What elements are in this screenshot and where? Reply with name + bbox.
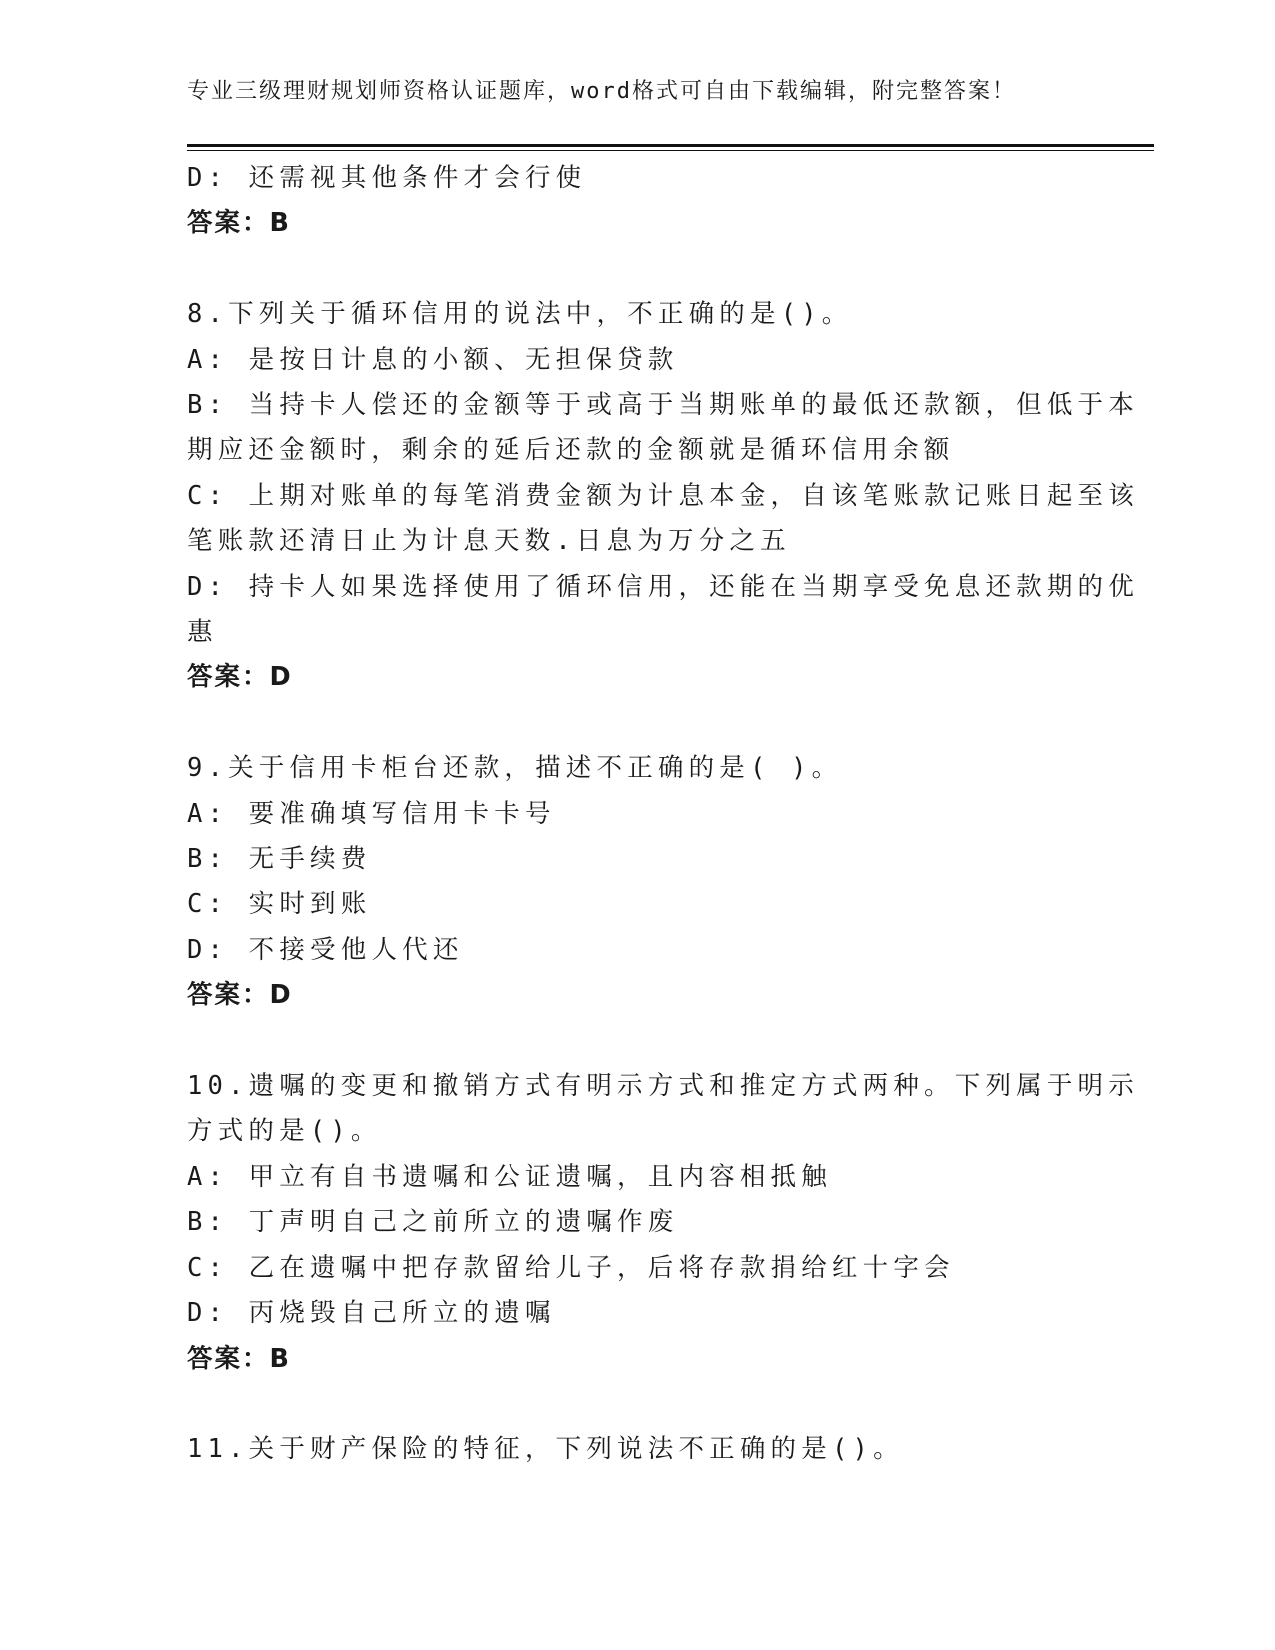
q10-question-line2: 方式的是()。 xyxy=(187,1116,382,1147)
q9-option-d: D: 不接受他人代还 xyxy=(187,934,464,965)
q10-answer: 答案：B xyxy=(187,1343,291,1374)
spacer xyxy=(187,1019,1087,1064)
q8-option-b-line2: 期应还金额时，剩余的延后还款的金额就是循环信用余额 xyxy=(187,435,955,466)
q8-option-c-line2: 笔账款还清日止为计息天数.日息为万分之五 xyxy=(187,526,791,557)
q9-option-b: B: 无手续费 xyxy=(187,844,372,875)
q7-option-d: D: 还需视其他条件才会行使 xyxy=(187,163,587,193)
q7-answer: 答案：B xyxy=(187,208,291,239)
header-rule-thick xyxy=(187,144,1154,147)
q8-option-d-line1: D: 持卡人如果选择使用了循环信用，还能在当期享受免息还款期的优 xyxy=(187,571,1139,602)
q8-option-d-line2: 惠 xyxy=(187,617,218,648)
q9-option-a: A: 要准确填写信用卡卡号 xyxy=(187,798,556,829)
q9-option-c: C: 实时到账 xyxy=(187,889,372,920)
spacer xyxy=(187,1382,1087,1427)
q10-option-a: A: 甲立有自书遗嘱和公证遗嘱，且内容相抵触 xyxy=(187,1161,832,1192)
header-rule-thin xyxy=(187,150,1154,151)
q8-option-a: A: 是按日计息的小额、无担保贷款 xyxy=(187,344,679,375)
q11-question: 11.关于财产保险的特征，下列说法不正确的是()。 xyxy=(187,1434,904,1465)
q8-option-c-line1: C: 上期对账单的每笔消费金额为计息本金，自该笔账款记账日起至该 xyxy=(187,480,1139,511)
q10-option-b: B: 丁声明自己之前所立的遗嘱作废 xyxy=(187,1207,679,1238)
q10-option-d: D: 丙烧毁自己所立的遗嘱 xyxy=(187,1298,556,1329)
q9-question: 9.关于信用卡柜台还款，描述不正确的是( )。 xyxy=(187,753,843,784)
q8-question: 8.下列关于循环信用的说法中，不正确的是()。 xyxy=(187,299,853,330)
page-header: 专业三级理财规划师资格认证题库，word格式可自由下载编辑，附完整答案！ xyxy=(187,79,1016,104)
q8-option-b-line1: B: 当持卡人偿还的金额等于或高于当期账单的最低还款额，但低于本 xyxy=(187,390,1139,421)
spacer xyxy=(187,701,1087,746)
document-body xyxy=(187,156,1139,1473)
q9-answer: 答案：D xyxy=(187,980,293,1011)
spacer xyxy=(187,247,1087,292)
q10-option-c: C: 乙在遗嘱中把存款留给儿子，后将存款捐给红十字会 xyxy=(187,1252,955,1283)
q10-question-line1: 10.遗嘱的变更和撤销方式有明示方式和推定方式两种。下列属于明示 xyxy=(187,1071,1139,1102)
q8-answer: 答案：D xyxy=(187,662,293,693)
